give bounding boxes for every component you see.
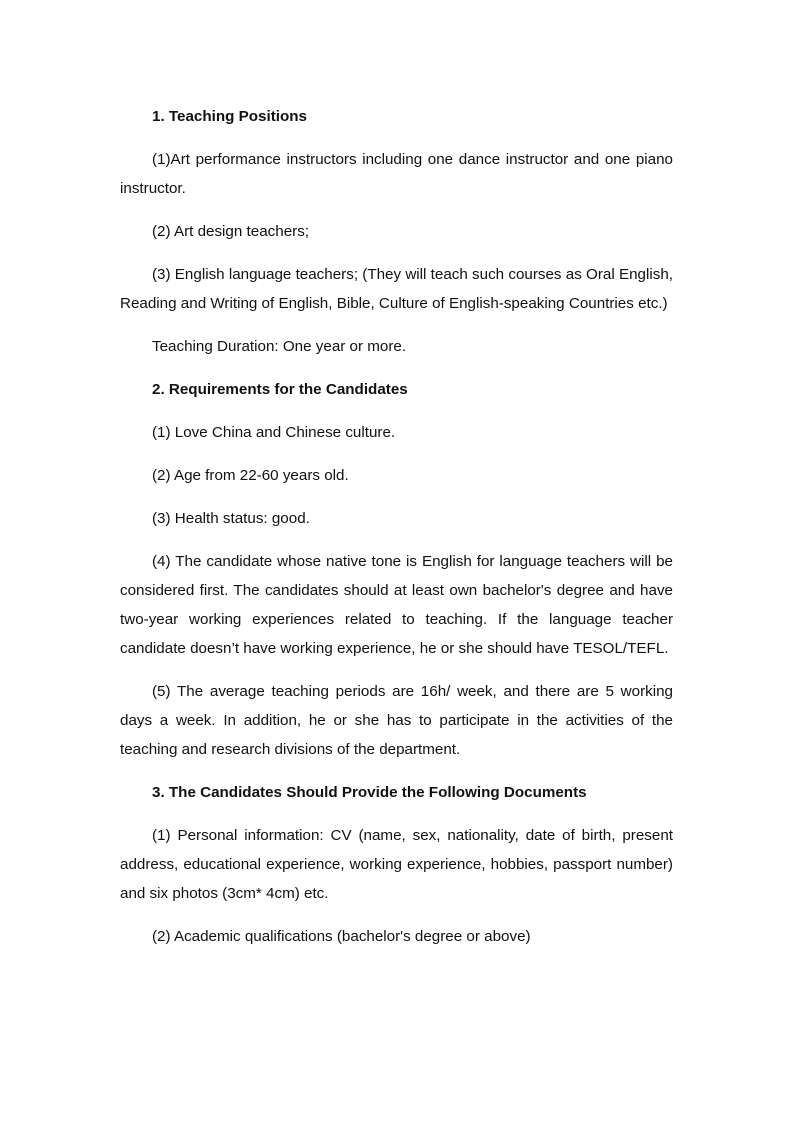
paragraph-age-range: (2) Age from 22-60 years old.	[152, 467, 349, 484]
paragraph-english-language-teachers: (3) English language teachers; (They will teach such courses as Oral English, Reading and Writing of English, Bible, Culture of English-speaking Countries etc.)	[120, 266, 673, 312]
paragraph-teaching-periods: (5) The average teaching periods are 16h/ week, and there are 5 working days a week. In addition, he or she has to participate in the activities of the teaching and research divisions of the department.	[120, 683, 673, 758]
document-page	[120, 102, 673, 965]
paragraph-academic-qualifications: (2) Academic qualifications (bachelor's degree or above)	[152, 928, 531, 945]
paragraph-love-china: (1) Love China and Chinese culture.	[152, 424, 396, 441]
section-heading-requirements: 2. Requirements for the Candidates	[152, 381, 408, 398]
section-heading-documents: 3. The Candidates Should Provide the Following Documents	[152, 784, 587, 801]
paragraph-health-status: (3) Health status: good.	[152, 510, 310, 527]
paragraph-teaching-duration: Teaching Duration: One year or more.	[152, 338, 407, 355]
paragraph-native-english-candidates: (4) The candidate whose native tone is English for language teachers will be considered first. The candidates should at least own bachelor's degree and have two-year working experiences related to teaching. If the language teacher candidate doesn’t have working experience, he or she should have TESOL/TEFL.	[120, 553, 673, 657]
section-heading-teaching-positions: 1. Teaching Positions	[152, 108, 307, 125]
paragraph-personal-information: (1) Personal information: CV (name, sex, nationality, date of birth, present address, educational experience, working experience, hobbies, passport number) and six photos (3cm* 4cm) etc.	[120, 827, 673, 902]
paragraph-art-design-teachers: (2) Art design teachers;	[152, 223, 310, 240]
paragraph-art-performance-instructors: (1)Art performance instructors including one dance instructor and one piano instructor.	[120, 151, 673, 197]
